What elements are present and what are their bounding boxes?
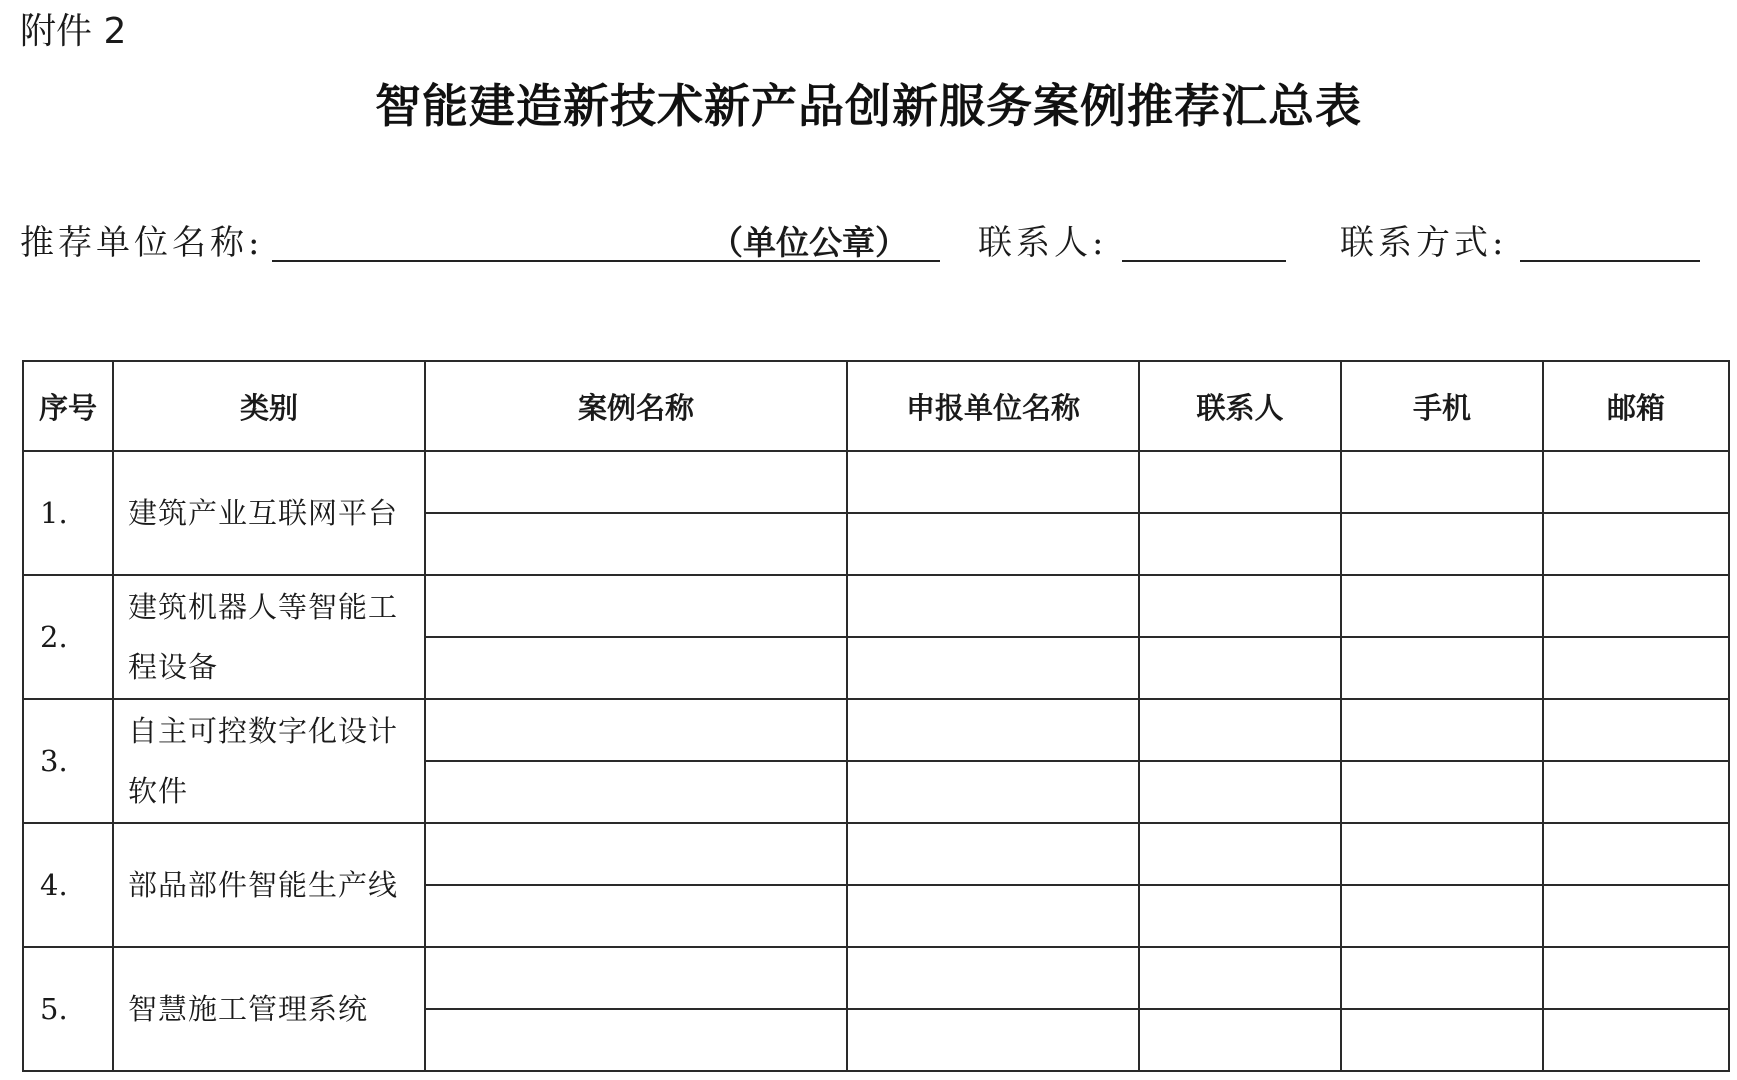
mobile-cell[interactable] [1341,575,1543,637]
table-row [23,575,1729,637]
email-cell[interactable] [1543,947,1729,1009]
row-category: 智慧施工管理系统 [113,947,425,1071]
attachment-label: 附件 2 [20,11,127,52]
email-cell[interactable] [1543,513,1729,575]
mobile-cell[interactable] [1341,637,1543,699]
summary-table [22,360,1730,1072]
mobile-cell[interactable] [1341,699,1543,761]
header-applicant-unit: 申报单位名称 [847,361,1139,451]
header-contact: 联系人 [1139,361,1341,451]
contact-cell[interactable] [1139,637,1341,699]
case-name-cell[interactable] [425,947,847,1009]
row-index: 1. [23,451,113,575]
contact-cell[interactable] [1139,451,1341,513]
contact-cell[interactable] [1139,575,1341,637]
contact-person-label: 联系人: [978,223,1108,263]
row-index: 4. [23,823,113,947]
mobile-cell[interactable] [1341,823,1543,885]
email-cell[interactable] [1543,823,1729,885]
case-name-cell[interactable] [425,575,847,637]
contact-cell[interactable] [1139,1009,1341,1071]
case-name-cell[interactable] [425,637,847,699]
header-case-name: 案例名称 [425,361,847,451]
email-cell[interactable] [1543,575,1729,637]
mobile-cell[interactable] [1341,947,1543,1009]
header-email: 邮箱 [1543,361,1729,451]
header-mobile: 手机 [1341,361,1543,451]
case-name-cell[interactable] [425,513,847,575]
applicant-unit-cell[interactable] [847,575,1139,637]
email-cell[interactable] [1543,885,1729,947]
row-category: 建筑机器人等智能工程设备 [113,575,425,699]
header-index: 序号 [23,361,113,451]
applicant-unit-cell[interactable] [847,699,1139,761]
unit-name-label: 推荐单位名称: [20,223,264,263]
applicant-unit-cell[interactable] [847,823,1139,885]
contact-cell[interactable] [1139,823,1341,885]
mobile-cell[interactable] [1341,513,1543,575]
applicant-unit-cell[interactable] [847,885,1139,947]
contact-cell[interactable] [1139,761,1341,823]
email-cell[interactable] [1543,1009,1729,1071]
table-row [23,947,1729,1009]
applicant-unit-cell[interactable] [847,513,1139,575]
case-name-cell[interactable] [425,885,847,947]
contact-method-label: 联系方式: [1340,223,1508,263]
case-name-cell[interactable] [425,699,847,761]
applicant-unit-cell[interactable] [847,947,1139,1009]
case-name-cell[interactable] [425,823,847,885]
header-category: 类别 [113,361,425,451]
row-index: 5. [23,947,113,1071]
applicant-unit-cell[interactable] [847,761,1139,823]
mobile-cell[interactable] [1341,761,1543,823]
applicant-unit-cell[interactable] [847,451,1139,513]
unit-seal-note: （单位公章） [710,223,908,262]
table-row [23,823,1729,885]
email-cell[interactable] [1543,451,1729,513]
document-title: 智能建造新技术新产品创新服务案例推荐汇总表 [375,79,1362,133]
case-name-cell[interactable] [425,761,847,823]
row-category: 建筑产业互联网平台 [113,451,425,575]
row-index: 3. [23,699,113,823]
email-cell[interactable] [1543,637,1729,699]
table-row [23,451,1729,513]
row-index: 2. [23,575,113,699]
row-category: 自主可控数字化设计软件 [113,699,425,823]
applicant-unit-cell[interactable] [847,1009,1139,1071]
contact-cell[interactable] [1139,885,1341,947]
contact-method-blank[interactable] [1520,260,1700,262]
case-name-cell[interactable] [425,451,847,513]
mobile-cell[interactable] [1341,1009,1543,1071]
table-header-row [23,361,1729,451]
mobile-cell[interactable] [1341,451,1543,513]
case-name-cell[interactable] [425,1009,847,1071]
contact-cell[interactable] [1139,513,1341,575]
row-category: 部品部件智能生产线 [113,823,425,947]
contact-cell[interactable] [1139,947,1341,1009]
mobile-cell[interactable] [1341,885,1543,947]
applicant-unit-cell[interactable] [847,637,1139,699]
recommend-info-row [20,218,1720,268]
contact-cell[interactable] [1139,699,1341,761]
email-cell[interactable] [1543,761,1729,823]
table-row [23,699,1729,761]
email-cell[interactable] [1543,699,1729,761]
contact-person-blank[interactable] [1122,260,1286,262]
